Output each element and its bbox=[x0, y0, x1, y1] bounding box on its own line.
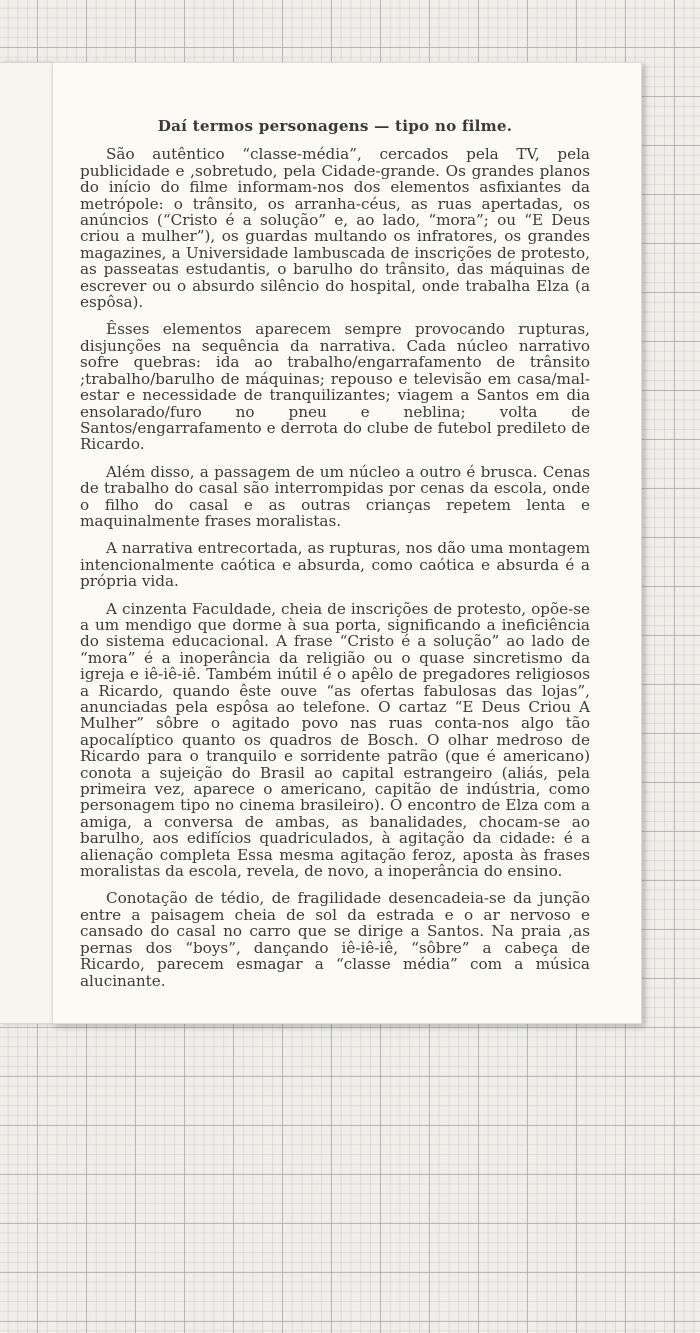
section-heading: Daí termos personagens — tipo no filme. bbox=[157, 117, 513, 135]
paragraph-6: Conotação de tédio, de fragilidade desencadeia-se da junção entre a paisagem cheia de sol da estrada e o ar nervoso e cansado do casal no carro que se dirige a Santos. Na praia ,as pernas dos “boys”, dançando iê-iê-iê, “sôbre” a cabeça de Ricardo, parecem esmagar a “classe média” com a música alucinante. bbox=[80, 889, 590, 990]
text-column bbox=[80, 118, 590, 1000]
paragraph-3: Além disso, a passagem de um núcleo a outro é brusca. Cenas de trabalho do casal são interrompidas por cenas da escola, onde o filho do casal e as outras crianças repetem lenta e maquinalmente frases moralistas. bbox=[80, 462, 590, 530]
paragraph-5: A cinzenta Faculdade, cheia de inscrições de protesto, opõe-se a um mendigo que dorme à sua porta, significando a ineficiência do sistema educacional. A frase “Cristo é a solução” ao lado de “mora” é a inoperância da religião ou o quase sincretismo da igreja e iê-iê-iê. Também inútil é o apêlo de pregadores religiosos a Ricardo, quando êste ouve “as ofertas fabulosas das lojas”, anunciadas pela espôsa ao telefone. O cartaz “E Deus Criou A Mulher” sôbre o agitado povo nas ruas conta-nos algo tão apocalíptico quanto os quadros de Bosch. O olhar medroso de Ricardo para o tranquilo e sorridente patrão (que é americano) conota a sujeição do Brasil ao capital estrangeiro (aliás, pela primeira vez, aparece o americano, capitão de indústria, como personagem tipo no cinema brasileiro). O encontro de Elza com a amiga, a conversa de ambas, as banalidades, chocam-se ao barulho, aos edifícios quadriculados, à agitação da cidade: é a alienação completa Essa mesma agitação feroz, aposta às frases moralistas da escola, revela, de novo, a inoperância do ensino. bbox=[80, 599, 590, 881]
paragraph-2: Êsses elementos aparecem sempre provocando rupturas, disjunções na sequência da narrativa. Cada núcleo narrativo sofre quebras: ida ao trabalho/engarrafamento de trânsito ;trabalho/barulho de máquinas; repouso e televisão em casa/mal-estar e necessidade de tranquilizantes; viagem a Santos em dia ensolarado/furo no pneu e neblina; volta de Santos/engarrafamento e derrota do clube de futebol predileto de Ricardo. bbox=[80, 320, 590, 454]
paragraph-1: São autêntico “classe-média”, cercados pela TV, pela publicidade e ,sobretudo, pela Cidade-grande. Os grandes planos do início do filme informam-nos dos elementos asfixiantes da metrópole: o trânsito, os arranha-céus, as ruas apertadas, os anúncios (“Cristo é a solução” e, ao lado, “mora”; ou “E Deus criou a mulher”), os guardas multando os infratores, os grandes magazines, a Universidade lambuscada de inscrições de protesto, as passeatas estudantis, o barulho do trânsito, das máquinas de escrever ou o absurdo silêncio do hospital, onde trabalha Elza (a espôsa). bbox=[80, 145, 590, 312]
left-page-flap bbox=[0, 62, 52, 1024]
paragraph-4: A narrativa entrecortada, as rupturas, nos dão uma montagem intencionalmente caótica e absurda, como caótica e absurda é a própria vida. bbox=[80, 539, 590, 591]
